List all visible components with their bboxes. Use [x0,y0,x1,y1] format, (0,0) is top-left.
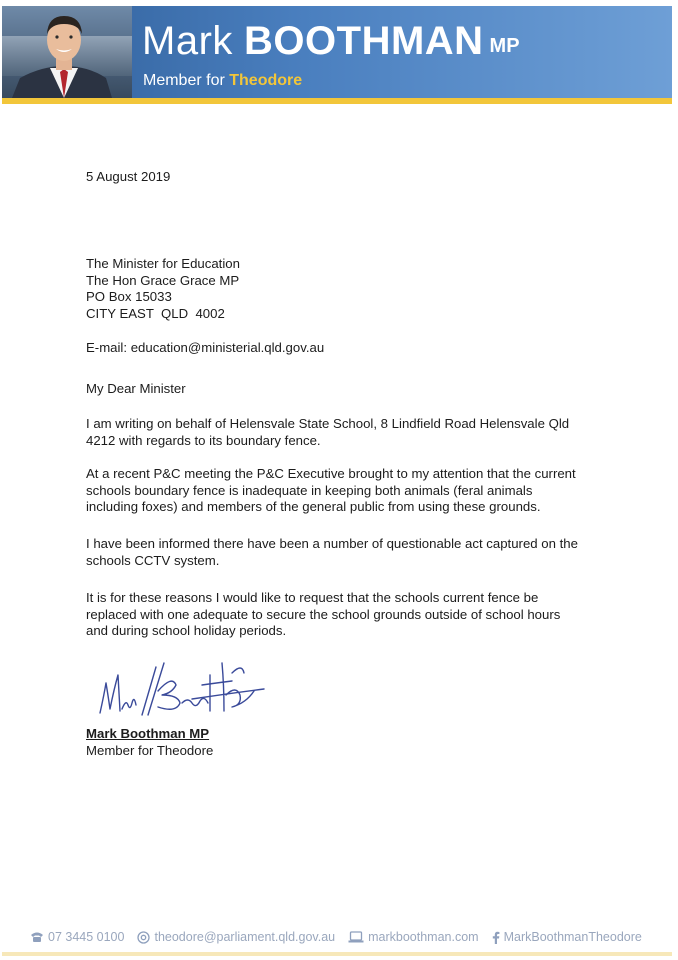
address-line: The Hon Grace Grace MP [86,272,240,288]
member-suffix: MP [489,35,520,57]
footer-phone-text[interactable]: 07 3445 0100 [48,930,125,944]
member-name [142,20,520,67]
footer-email-text[interactable]: theodore@parliament.qld.gov.au [154,930,336,944]
paragraph-line: schools CCTV system. [86,552,220,568]
contact-footer [30,928,655,946]
subtitle-prefix: Member for [143,72,225,89]
salutation: My Dear Minister [86,381,186,396]
at-icon [137,931,150,944]
letter-date: 5 August 2019 [86,169,171,184]
body-paragraph [86,466,576,516]
paragraph-line: I am writing on behalf of Helensvale State School, 8 Lindfield Road Helensvale Qld [86,416,570,431]
paragraph-line: schools boundary fence is inadequate in keeping both animals (feral animals [86,482,533,498]
paragraph-line: and during school holiday periods. [86,623,287,638]
paragraph-line: It is for these reasons I would like to request that the schools current fence be [86,590,539,605]
footer-website [348,930,478,944]
address-line: PO Box 15033 [86,289,172,304]
letterhead-banner [2,6,672,98]
paragraph-line: 4212 with regards to its boundary fence. [86,432,321,448]
recipient-email: E-mail: education@ministerial.qld.gov.au [86,340,325,355]
member-portrait [2,6,132,98]
paragraph-line: replaced with one adequate to secure the school grounds outside of school hours [86,606,561,622]
banner-gold-stripe [2,98,672,104]
phone-icon [30,931,44,943]
paragraph-line: I have been informed there have been a number of questionable act captured on the [86,536,578,551]
member-subtitle [143,72,302,90]
member-first-name: Mark [142,19,233,63]
signatory-name: Mark Boothman MP [86,726,210,741]
footer-phone [30,930,124,944]
recipient-address [86,256,240,322]
footer-email [137,930,335,944]
address-line: CITY EAST QLD 4002 [86,305,225,321]
member-photo [2,6,132,98]
laptop-icon [348,931,364,943]
footer-accent-line [2,952,672,956]
body-paragraph [86,416,569,449]
paragraph-line: including foxes) and members of the general public from using these grounds. [86,499,541,514]
signatory-title: Member for Theodore [86,743,214,758]
footer-website-text[interactable]: markboothman.com [368,930,479,944]
footer-facebook-text[interactable]: MarkBoothmanTheodore [503,930,642,944]
body-paragraph [86,590,560,640]
electorate-name: Theodore [229,72,303,89]
footer-facebook [492,930,642,944]
body-paragraph [86,536,578,569]
member-last-name: BOOTHMAN [244,19,484,63]
address-line: The Minister for Education [86,256,240,271]
handwritten-signature [92,655,272,725]
facebook-icon [492,931,500,944]
paragraph-line: At a recent P&C meeting the P&C Executive brought to my attention that the current [86,466,576,481]
